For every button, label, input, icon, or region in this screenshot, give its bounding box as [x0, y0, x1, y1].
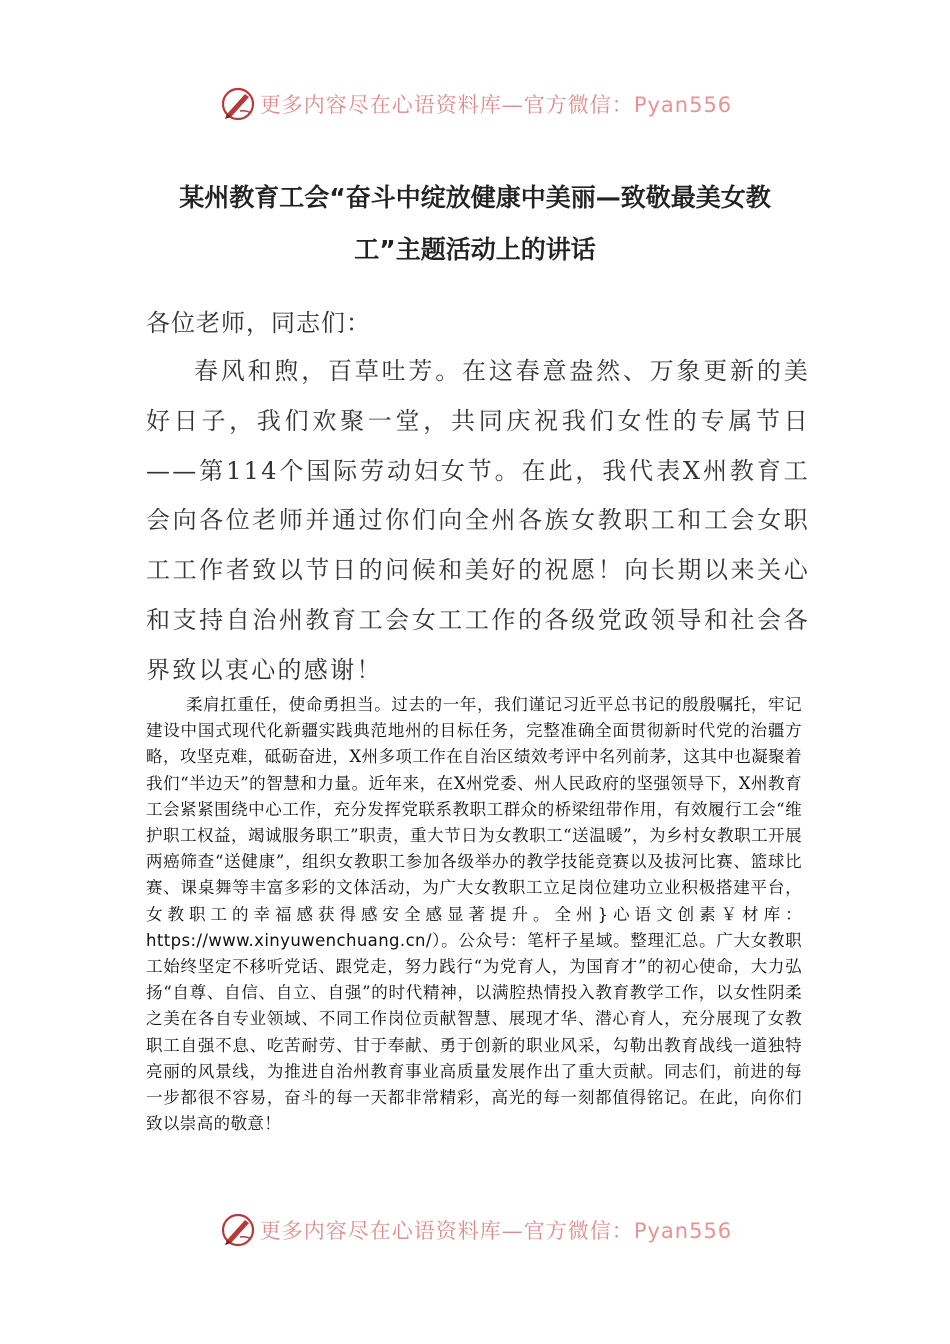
greeting: 各位老师，同志们： [146, 309, 371, 337]
header-banner [0, 82, 950, 126]
header-wechat-id: Pyan556 [633, 93, 733, 117]
paragraph-1: 春风和煦，百草吐芳。在这春意盎然、万象更新的美好日子，我们欢聚一堂，共同庆祝我们女性的专属节日——第114个国际劳动妇女节。在此，我代表X州教育工会向各位老师并通过你们向全州各族女教职工和工会女职工工作者致以节日的问候和美好的祝愿！向长期以来关心和支持自治州教育工会女工工作的各级党政领导和社会各界致以衷心的感谢！ [146, 357, 810, 684]
title-line-1: 某州教育工会“奋斗中绽放健康中美丽—致敬最美女教 [179, 183, 771, 212]
paragraph-2-part-2: ）。公众号：笔杆子星域。整理汇总。广大女教职工始终坚定不移听党话、跟党走，努力践行“为党育人，为国育才”的初心使命，大力弘扬“自尊、自信、自立、自强”的时代精神，以满腔热情投入教育教学工作，以女性阴柔之美在各自专业领域、不同工作岗位贡献智慧、展现才华、潜心育人，充分展现了女教职工自强不息、吃苦耐劳、甘于奉献、勇于创新的职业风采，勾勒出教育战线一道独特亮丽的风景线，为推进自治州教育事业高质量发展作出了重大贡献。同志们，前进的每一步都很不容易，奋斗的每一天都非常精彩，高光的每一刻都值得铭记。在此，向你们致以崇高的敬意！ [146, 930, 802, 1134]
paragraph-2 [146, 692, 802, 1137]
document-title [130, 172, 820, 276]
title-line-2: 工”主题活动上的讲话 [354, 235, 596, 264]
footer-wechat-id: Pyan556 [633, 1219, 733, 1243]
footer-banner-cn: 更多内容尽在心语资料库—官方微信： [259, 1219, 634, 1243]
pen-logo-icon [218, 84, 258, 124]
header-banner-text [260, 89, 732, 119]
header-banner-cn: 更多内容尽在心语资料库—官方微信： [259, 93, 634, 117]
footer-banner-text [260, 1215, 732, 1245]
footer-banner [0, 1208, 950, 1252]
paragraph-2-part-1: 柔肩扛重任，使命勇担当。过去的一年，我们谨记习近平总书记的殷殷嘱托，牢记建设中国式现代化新疆实践典范地州的目标任务，完整准确全面贯彻新时代党的治疆方略，攻坚克难，砥砺奋进，X州多项工作在自治区绩效考评中名列前茅，这其中也凝聚着我们“半边天”的智慧和力量。近年来，在X州党委、州人民政府的坚强领导下，X州教育工会紧紧围绕中心工作，充分发挥党联系教职工群众的桥梁纽带作用，有效履行工会“维护职工权益，竭诚服务职工”职责，重大节日为女教职工“送温暖”，为乡村女教职工开展两癌筛查“送健康”，组织女教职工参加各级举办的教学技能竞赛以及拔河比赛、篮球比赛、课桌舞等丰富多彩的文体活动，为广大女教职工立足岗位建功立业积极搭建平台，女教职工的幸福感获得感安全感显著提升。全州}心语文创素￥材库： [146, 695, 802, 924]
pen-logo-icon [218, 1210, 258, 1250]
source-url: https://www.xinyuwenchuang.cn/ [146, 930, 432, 950]
